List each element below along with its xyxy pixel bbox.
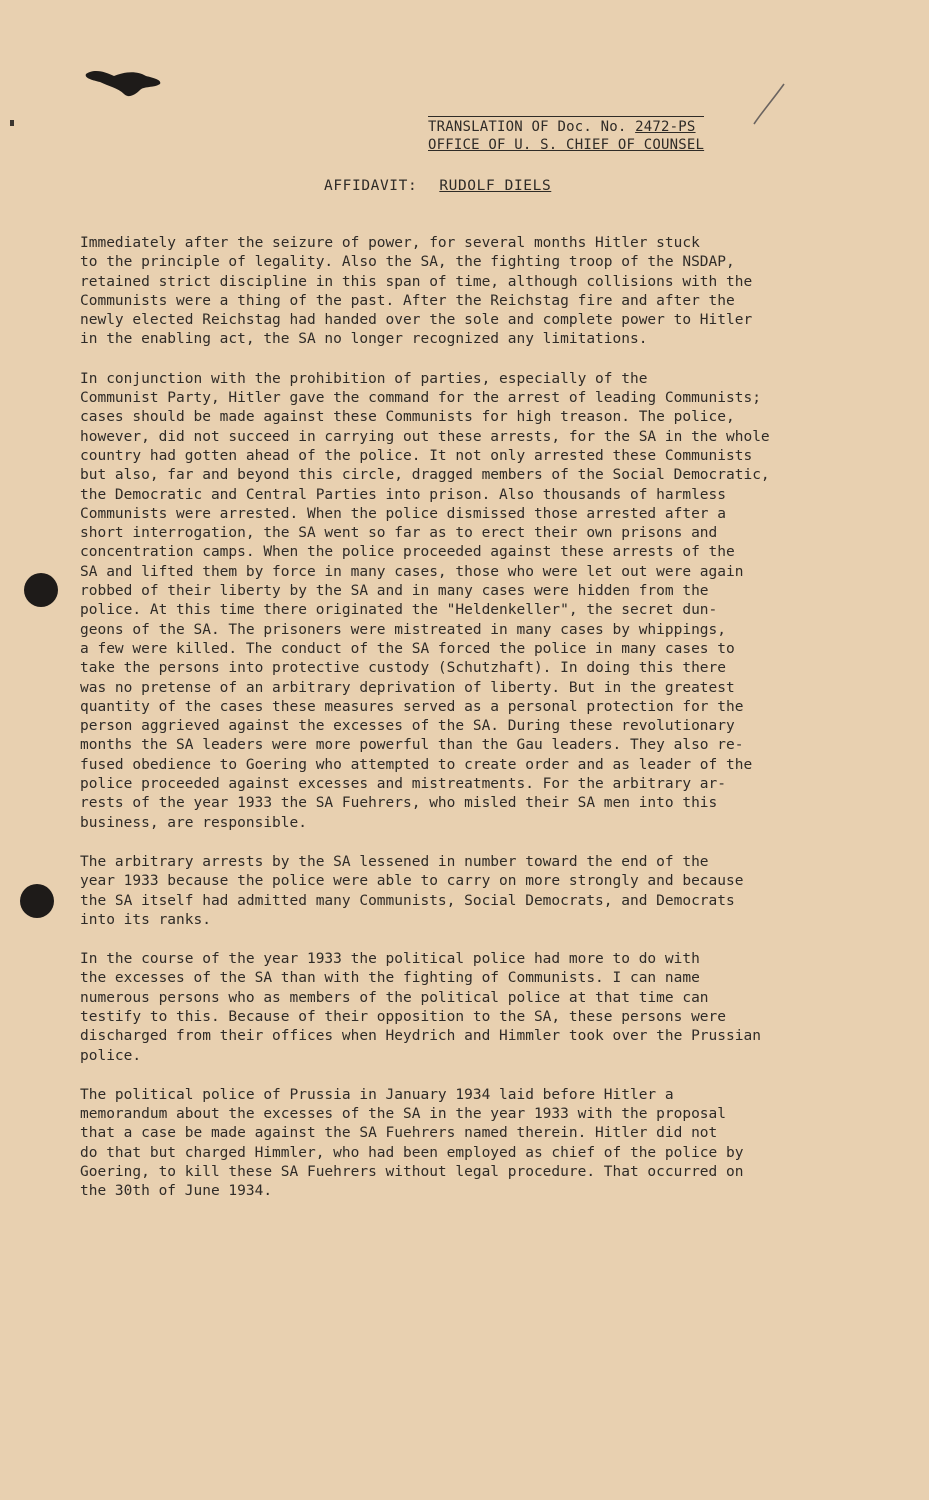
text-line: the Democratic and Central Parties into prison. Also thousands of harmless: [80, 486, 727, 503]
text-line: robbed of their liberty by the SA and in many cases were hidden from the: [80, 583, 709, 600]
text-line: do that but charged Himmler, who had been employed as chief of the police by: [80, 1144, 744, 1161]
text-line: police. At this time there originated the "Heldenkeller", the secret dun-: [80, 602, 718, 619]
punch-hole-lower: [20, 884, 54, 918]
text-line: Communists were a thing of the past. After the Reichstag fire and after the: [80, 292, 735, 309]
text-line: short interrogation, the SA went so far as to erect their own prisons and: [80, 525, 718, 542]
text-line: the SA itself had admitted many Communists, Social Democrats, and Democrats: [80, 892, 735, 909]
text-line: person aggrieved against the excesses of the SA. During these revolutionary: [80, 718, 735, 735]
pencil-check-mark: [750, 80, 790, 130]
document-header: [428, 116, 704, 154]
text-line: retained strict discipline in this span of time, although collisions with the: [80, 273, 753, 290]
translation-prefix: TRANSLATION OF: [428, 119, 549, 135]
text-line: however, did not succeed in carrying out these arrests, for the SA in the whole: [80, 428, 770, 445]
doc-label: Doc. No.: [557, 119, 627, 135]
margin-mark: [10, 120, 14, 126]
doc-number: 2472-PS: [635, 119, 696, 135]
text-line: take the persons into protective custody (Schutzhaft). In doing this there: [80, 660, 727, 677]
text-line: the 30th of June 1934.: [80, 1183, 273, 1200]
paragraph-2: [80, 370, 840, 833]
text-line: police proceeded against excesses and mistreatments. For the arbitrary ar-: [80, 776, 727, 793]
text-line: concentration camps. When the police proceeded against these arrests of the: [80, 544, 735, 561]
punch-hole-upper: [24, 573, 58, 607]
text-line: testify to this. Because of their opposition to the SA, these persons were: [80, 1008, 727, 1025]
ink-smudge: [84, 66, 164, 98]
text-line: In conjunction with the prohibition of parties, especially of the: [80, 370, 648, 387]
text-line: fused obedience to Goering who attempted to create order and as leader of the: [80, 756, 753, 773]
text-line: was no pretense of an arbitrary deprivation of liberty. But in the greatest: [80, 679, 735, 696]
text-line: rests of the year 1933 the SA Fuehrers, who misled their SA men into this: [80, 795, 718, 812]
text-line: Goering, to kill these SA Fuehrers without legal procedure. That occurred on: [80, 1164, 744, 1181]
paragraph-1: [80, 234, 840, 350]
paragraph-3: [80, 853, 840, 930]
text-line: that a case be made against the SA Fuehrers named therein. Hitler did not: [80, 1125, 718, 1142]
text-line: memorandum about the excesses of the SA in the year 1933 with the proposal: [80, 1106, 727, 1123]
text-line: newly elected Reichstag had handed over the sole and complete power to Hitler: [80, 312, 753, 329]
text-line: Communist Party, Hitler gave the command for the arrest of leading Communists;: [80, 390, 761, 407]
text-line: months the SA leaders were more powerful than the Gau leaders. They also re-: [80, 737, 744, 754]
text-line: year 1933 because the police were able to carry on more strongly and because: [80, 873, 744, 890]
text-line: The arbitrary arrests by the SA lessened in number toward the end of the: [80, 853, 709, 870]
text-line: numerous persons who as members of the political police at that time can: [80, 989, 709, 1006]
text-line: police.: [80, 1047, 142, 1064]
text-line: the excesses of the SA than with the fighting of Communists. I can name: [80, 970, 700, 987]
text-line: discharged from their offices when Heydrich and Himmler took over the Prussian: [80, 1028, 761, 1045]
text-line: geons of the SA. The prisoners were mistreated in many cases by whippings,: [80, 621, 727, 638]
text-line: country had gotten ahead of the police. It not only arrested these Communists: [80, 447, 753, 464]
text-line: into its ranks.: [80, 911, 211, 928]
text-line: business, are responsible.: [80, 814, 307, 831]
text-line: to the principle of legality. Also the SA, the fighting troop of the NSDAP,: [80, 254, 735, 271]
translation-line: [428, 116, 704, 136]
text-line: The political police of Prussia in January 1934 laid before Hitler a: [80, 1086, 674, 1103]
text-line: Communists were arrested. When the police dismissed those arrested after a: [80, 505, 727, 522]
text-line: SA and lifted them by force in many cases, those who were let out were again: [80, 563, 744, 580]
paragraph-5: [80, 1086, 840, 1202]
text-line: a few were killed. The conduct of the SA forced the police in many cases to: [80, 640, 735, 657]
title-name: RUDOLF DIELS: [439, 178, 552, 194]
affidavit-body: [80, 234, 840, 1222]
text-line: quantity of the cases these measures served as a personal protection for the: [80, 698, 744, 715]
text-line: cases should be made against these Communists for high treason. The police,: [80, 409, 735, 426]
text-line: Immediately after the seizure of power, for several months Hitler stuck: [80, 235, 700, 251]
office-line: OFFICE OF U. S. CHIEF OF COUNSEL: [428, 137, 705, 153]
title-label: AFFIDAVIT:: [324, 178, 418, 194]
text-line: In the course of the year 1933 the political police had more to do with: [80, 951, 700, 968]
paragraph-4: [80, 950, 840, 1066]
affidavit-title: [324, 178, 551, 194]
text-line: but also, far and beyond this circle, dragged members of the Social Democratic,: [80, 467, 770, 484]
text-line: in the enabling act, the SA no longer recognized any limitations.: [80, 331, 648, 348]
